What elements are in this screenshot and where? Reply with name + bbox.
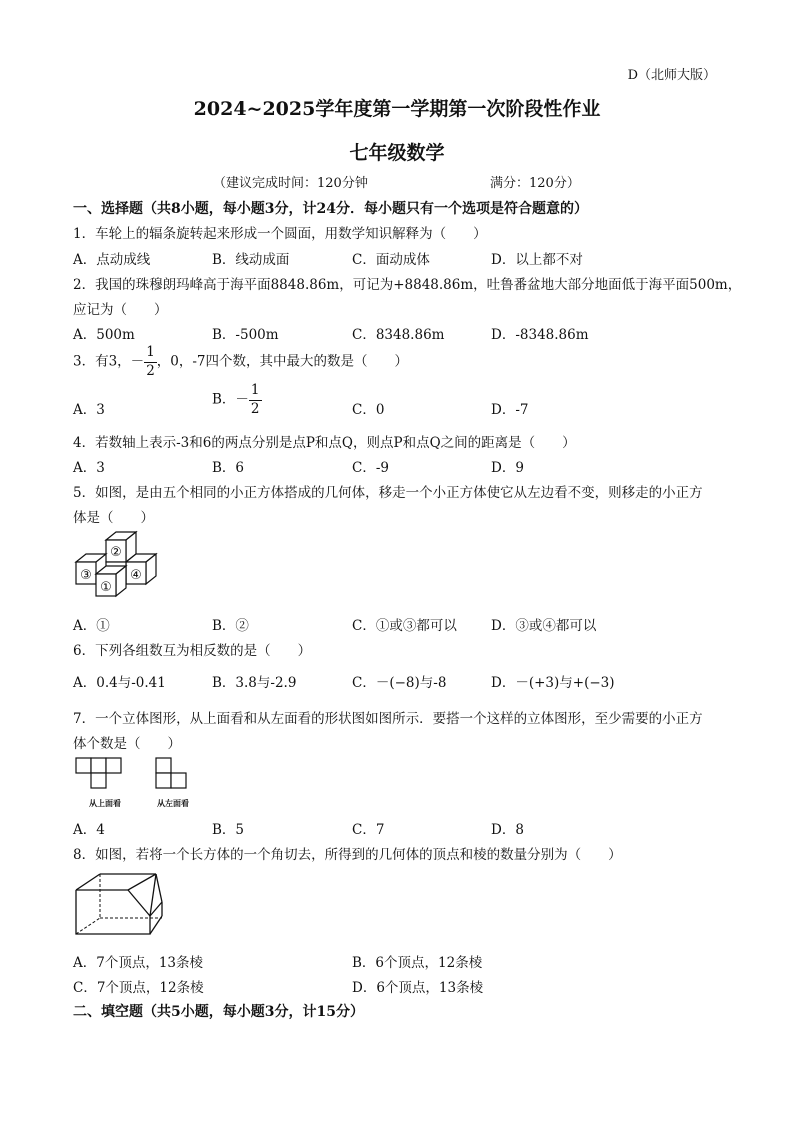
- q7-option-b[interactable]: B．5: [212, 822, 245, 838]
- q7-top-view: [76, 758, 121, 788]
- exam-title: 2024~2025学年度第一学期第一次阶段性作业: [193, 98, 601, 120]
- section2-heading: 二、填空题（共5小题，每小题3分，计15分）: [73, 1004, 364, 1020]
- q1-stem: 1．车轮上的辐条旋转起来形成一个圆面，用数学知识解释为（ ）: [73, 226, 487, 242]
- q7-left-view: [156, 758, 186, 788]
- q8-option-a[interactable]: A．7个顶点，13条棱: [73, 955, 204, 971]
- q5-stem-line2: 体是（ ）: [73, 510, 154, 526]
- q8-option-c[interactable]: C．7个顶点，12条棱: [73, 980, 204, 996]
- q5-stem-line1: 5．如图，是由五个相同的小正方体搭成的几何体，移走一个小正方体使它从左边看不变，则移走的小正方: [73, 485, 703, 501]
- q7-views-figure: [72, 754, 202, 812]
- q4-stem: 4．若数轴上表示-3和6的两点分别是点P和点Q，则点P和点Q之间的距离是（ ）: [73, 435, 576, 451]
- q5-label-4: ④: [130, 568, 142, 583]
- q2-option-a[interactable]: A．500m: [73, 327, 135, 343]
- q3-option-d[interactable]: D．-7: [491, 402, 529, 418]
- q2-stem-line2: 应记为（ ）: [73, 302, 168, 318]
- q5-label-1: ①: [100, 580, 112, 595]
- q7-option-d[interactable]: D．8: [491, 822, 524, 838]
- q3-option-c[interactable]: C．0: [352, 402, 385, 418]
- q6-option-a[interactable]: A．0.4与-0.41: [73, 675, 166, 691]
- q3-stem-post: ，0，-7四个数，其中最大的数是（ ）: [156, 353, 409, 370]
- q3-fraction: $\frac{1}{2}$: [146, 344, 155, 379]
- q5-option-b[interactable]: B．②: [212, 618, 249, 634]
- q4-option-a[interactable]: A．3: [73, 460, 105, 476]
- q8-cuboid-figure: [70, 866, 166, 940]
- q5-cube-figure: [72, 528, 172, 610]
- q4-option-c[interactable]: C．-9: [352, 460, 389, 476]
- q3-option-b[interactable]: B．－ $\frac{1}{2}$: [212, 382, 260, 417]
- q3-stem: [73, 346, 408, 378]
- q7-stem-line1: 7．一个立体图形，从上面看和从左面看的形状图如图所示．要搭一个这样的立体图形，至少需要的小正方: [73, 711, 703, 727]
- q2-stem-line1: 2．我国的珠穆朗玛峰高于海平面8848.86m，可记为+8848.86m，吐鲁番盆地大部分地面低于海平面500m，: [73, 277, 742, 293]
- q2-option-d[interactable]: D．-8348.86m: [491, 327, 589, 343]
- q6-option-b[interactable]: B．3.8与-2.9: [212, 675, 297, 691]
- q5-label-2: ②: [110, 545, 122, 560]
- q8-option-d[interactable]: D．6个顶点，13条棱: [352, 980, 484, 996]
- edition-tag: D（北师大版）: [627, 68, 716, 83]
- q8-option-b[interactable]: B．6个顶点，12条棱: [352, 955, 483, 971]
- q5-option-d[interactable]: D．③或④都可以: [491, 618, 597, 634]
- q6-option-c[interactable]: C．－(−8)与-8: [352, 675, 447, 691]
- q7-stem-line2: 体个数是（ ）: [73, 736, 181, 752]
- score-note: 满分：120分）: [490, 176, 580, 191]
- q7-option-a[interactable]: A．4: [73, 822, 105, 838]
- q5-option-a[interactable]: A．①: [73, 618, 110, 634]
- q7-option-c[interactable]: C．7: [352, 822, 385, 838]
- q1-option-d[interactable]: D．以上都不对: [491, 252, 583, 268]
- q2-option-c[interactable]: C．8348.86m: [352, 327, 445, 343]
- q4-option-b[interactable]: B．6: [212, 460, 245, 476]
- time-note: （建议完成时间：120分钟: [213, 176, 368, 191]
- exam-subtitle: 七年级数学: [349, 142, 445, 164]
- q4-option-d[interactable]: D．9: [491, 460, 524, 476]
- q5-label-3: ③: [80, 568, 92, 583]
- q1-option-b[interactable]: B．线动成面: [212, 252, 290, 268]
- q2-option-b[interactable]: B．-500m: [212, 327, 279, 343]
- q3-stem-pre: 3．有3，－: [73, 353, 145, 370]
- q7-caption-left: 从左面看: [157, 799, 189, 808]
- q8-stem: 8．如图，若将一个长方体的一个角切去，所得到的几何体的顶点和棱的数量分别为（ ）: [73, 847, 622, 863]
- q3-option-a[interactable]: A．3: [73, 402, 105, 418]
- q1-option-a[interactable]: A．点动成线: [73, 252, 151, 268]
- q6-option-d[interactable]: D．－(+3)与+(−3): [491, 675, 615, 691]
- q6-stem: 6．下列各组数互为相反数的是（ ）: [73, 643, 312, 659]
- section1-heading: 一、选择题（共8小题，每小题3分，计24分．每小题只有一个选项是符合题意的）: [73, 201, 588, 217]
- q5-option-c[interactable]: C．①或③都可以: [352, 618, 457, 634]
- q1-option-c[interactable]: C．面动成体: [352, 252, 430, 268]
- q3-option-b-fraction: $\frac{1}{2}$: [250, 382, 260, 417]
- q7-caption-top: 从上面看: [89, 799, 121, 808]
